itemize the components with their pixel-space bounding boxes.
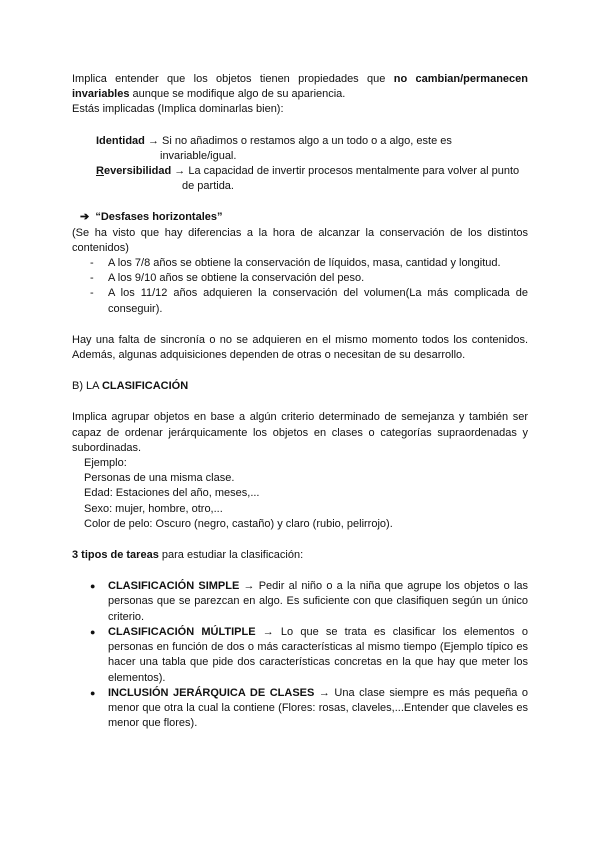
tasks-intro-text: para estudiar la clasificación: <box>158 549 304 562</box>
reversibilidad-term: eversibilidad <box>103 165 172 178</box>
clasificacion-description: Implica agrupar objetos en base a algún criterio determinado de semejanza y también ser capaz de ordenar jerárquicamente los objetos en clases o categorías supraordenadas y subordinadas. <box>72 411 528 454</box>
tasks-intro <box>72 548 528 563</box>
task-name: CLASIFICACIÓN MÚLTIPLE <box>108 625 256 638</box>
reversibilidad-text: → La capacidad de invertir procesos mentalmente para volver al punto <box>171 165 520 178</box>
arrow-right-icon: ➔ <box>80 211 90 224</box>
identidad-text: → Si no añadimos o restamos algo a un todo o a algo, este es <box>144 134 452 147</box>
list-item: - A los 11/12 años adquieren la conservación del volumen(La más complicada de conseguir). <box>90 286 528 316</box>
tasks-intro-bold: 3 tipos de tareas <box>72 549 159 562</box>
desfases-closing: Hay una falta de sincronía o no se adquieren en el mismo momento todos los contenidos. Además, algunas adquisiciones dependen de otras o necesitan de su desarrollo. <box>72 333 528 362</box>
desfases-heading <box>72 210 528 225</box>
example-line: Personas de una misma clase. <box>84 472 235 485</box>
intro-text: Implica entender que los objetos tienen propiedades que <box>72 73 394 85</box>
tasks-list <box>72 579 528 731</box>
intro-emphasis: no cambian/permanecen invariables <box>72 73 528 101</box>
intro-paragraph <box>72 72 528 102</box>
identidad-term: Identidad <box>96 134 145 147</box>
list-item <box>90 686 528 732</box>
task-text: → Una clase siempre es más pequeña o menor que otra la cual la contiene (Flores: rosas, claveles,...Entender que claveles es menor que flores). <box>108 686 528 730</box>
desfases-title: “Desfases horizontales” <box>95 211 223 224</box>
example-block <box>72 456 528 532</box>
desfases-intro: (Se ha visto que hay diferencias a la hora de alcanzar la conservación de los distintos contenidos) <box>72 226 528 254</box>
reversibilidad-definition <box>72 164 528 194</box>
heading-prefix: B) LA <box>72 380 102 393</box>
identidad-definition <box>72 134 528 164</box>
reversibilidad-text-cont: de partida. <box>182 180 234 193</box>
example-line: Sexo: mujer, hombre, otro,... <box>84 502 223 515</box>
task-text: → Pedir al niño o a la niña que agrupe los objetos o las personas que se parezcan en algo. Es suficiente con que clasifiquen según un único criterio. <box>108 580 529 623</box>
list-item: - A los 7/8 años se obtiene la conservación de líquidos, masa, cantidad y longitud. <box>90 256 528 271</box>
heading-title: CLASIFICACIÓN <box>101 380 189 393</box>
desfases-list <box>72 256 528 317</box>
identidad-text-cont: invariable/igual. <box>160 149 237 162</box>
example-line: Color de pelo: Oscuro (negro, castaño) y claro (rubio, pelirrojo). <box>84 517 393 530</box>
intro-text-end: aunque se modifique algo de su apariencia. <box>129 88 346 101</box>
clasificacion-heading <box>72 379 528 394</box>
example-line: Edad: Estaciones del año, meses,... <box>84 487 260 500</box>
list-item <box>90 579 528 625</box>
reversibilidad-term-initial: R <box>96 165 104 178</box>
task-name: INCLUSIÓN JERÁRQUICA DE CLASES <box>108 686 315 699</box>
list-item: - A los 9/10 años se obtiene la conservación del peso. <box>90 271 528 286</box>
implied-properties-line: Estás implicadas (Implica dominarlas bien): <box>72 103 284 116</box>
task-name: CLASIFICACIÓN SIMPLE <box>108 580 240 593</box>
list-item <box>90 625 528 686</box>
example-line: Ejemplo: <box>84 457 127 470</box>
task-text: → Lo que se trata es clasificar los elementos o personas en función de dos o más características al mismo tiempo (Ejemplo típico es hacer una tabla que pide dos características concretas en la que hay que meter los elementos). <box>108 625 528 684</box>
document-page <box>72 72 528 731</box>
